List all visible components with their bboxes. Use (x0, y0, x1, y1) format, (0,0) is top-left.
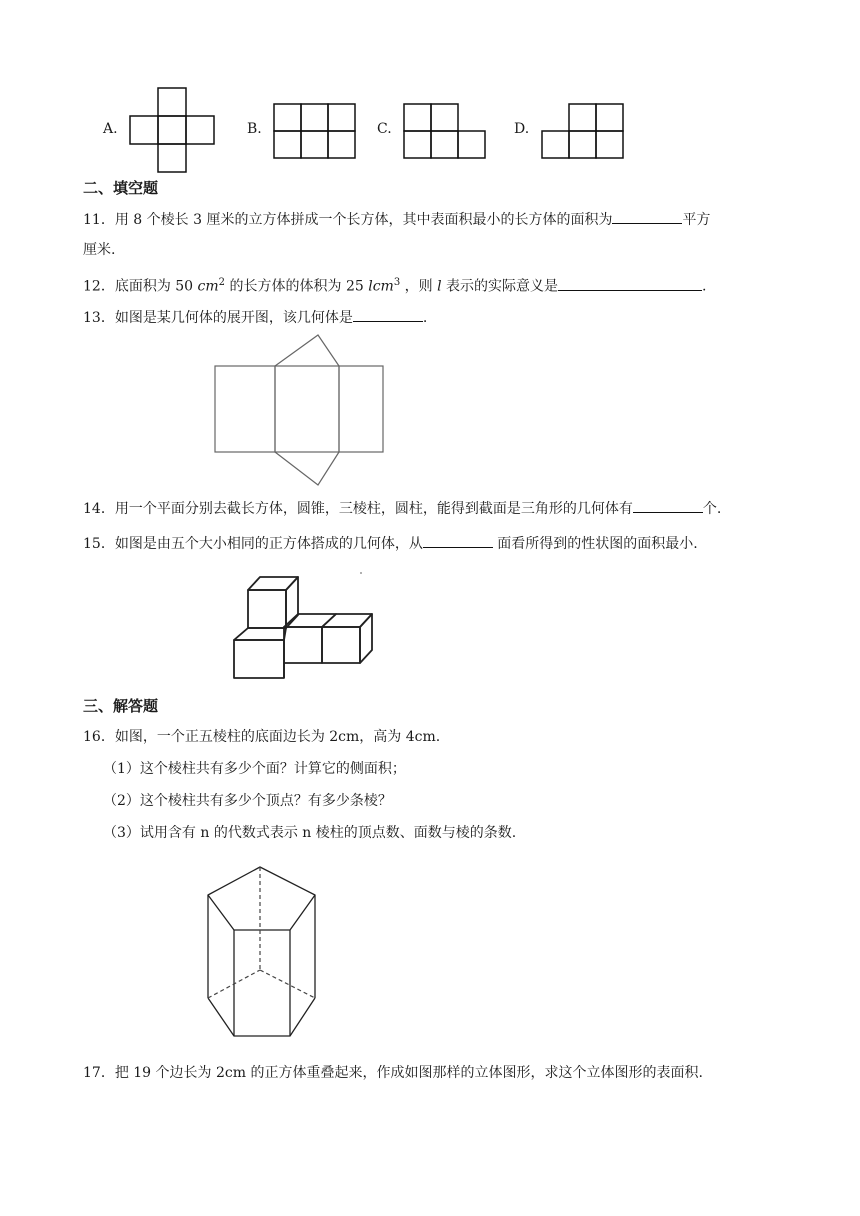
q12-unit-lcm: lcm (368, 278, 394, 295)
q12-text-1: 底面积为 50 (114, 278, 198, 295)
q12-number: 12． (83, 278, 115, 295)
q15-number: 15． (83, 536, 115, 552)
q17-number: 17． (83, 1065, 115, 1081)
option-d-label: D. (514, 121, 530, 137)
option-c-label: C. (377, 121, 392, 137)
option-a-label: A. (103, 121, 118, 137)
q11-text: 用 8 个棱长 3 厘米的立方体拼成一个长方体，其中表面积最小的长方体的面积为 (114, 212, 613, 228)
q12-text-2: 的长方体的体积为 25 (225, 278, 369, 295)
q15-text: 如图是由五个大小相同的正方体搭成的几何体，从 (114, 536, 423, 552)
q15-after: 面看所得到的性状图的面积最小. (492, 536, 698, 552)
q13-number: 13． (83, 310, 115, 326)
section-answer-heading: 三、解答题 (83, 697, 159, 715)
section-fill-heading: 二、填空题 (83, 179, 159, 197)
q16-sub-3: （3）试用含有 n 的代数式表示 n 棱柱的顶点数、面数与棱的条数. (103, 825, 517, 841)
q12-var-l: l (437, 278, 442, 295)
q12-text-3: ，则 (400, 278, 438, 295)
q12-exp-3: 3 (393, 277, 401, 288)
q13-end: . (422, 310, 428, 326)
q11-line2: 厘米. (83, 242, 116, 258)
q16-text: 如图，一个正五棱柱的底面边长为 2cm，高为 4cm. (114, 729, 441, 745)
q12-end: . (702, 278, 707, 295)
q14-end: 个. (702, 501, 722, 517)
q14-text: 用一个平面分别去截长方体，圆锥，三棱柱，圆柱，能得到截面是三角形的几何体有 (114, 501, 633, 517)
q13-text: 如图是某几何体的展开图，该几何体是 (114, 310, 353, 326)
q12-exp-2: 2 (218, 277, 226, 288)
q11-after: 平方 (682, 212, 711, 228)
q17-text: 把 19 个边长为 2cm 的正方体重叠起来，作成如图那样的立体图形，求这个立体图形的表面积. (114, 1065, 703, 1081)
q11-number: 11． (83, 212, 115, 228)
q12-unit-cm: cm (197, 278, 219, 295)
q12-text-4: 表示的实际意义是 (441, 278, 559, 295)
q16-number: 16． (83, 729, 115, 745)
question-17 (83, 1063, 703, 1083)
q16-sub-2: （2）这个棱柱共有多少个顶点？有多少条棱？ (103, 793, 392, 809)
option-b-label: B. (247, 121, 262, 137)
q16-sub-1: （1）这个棱柱共有多少个面？计算它的侧面积； (103, 761, 406, 777)
q14-number: 14． (83, 501, 115, 517)
